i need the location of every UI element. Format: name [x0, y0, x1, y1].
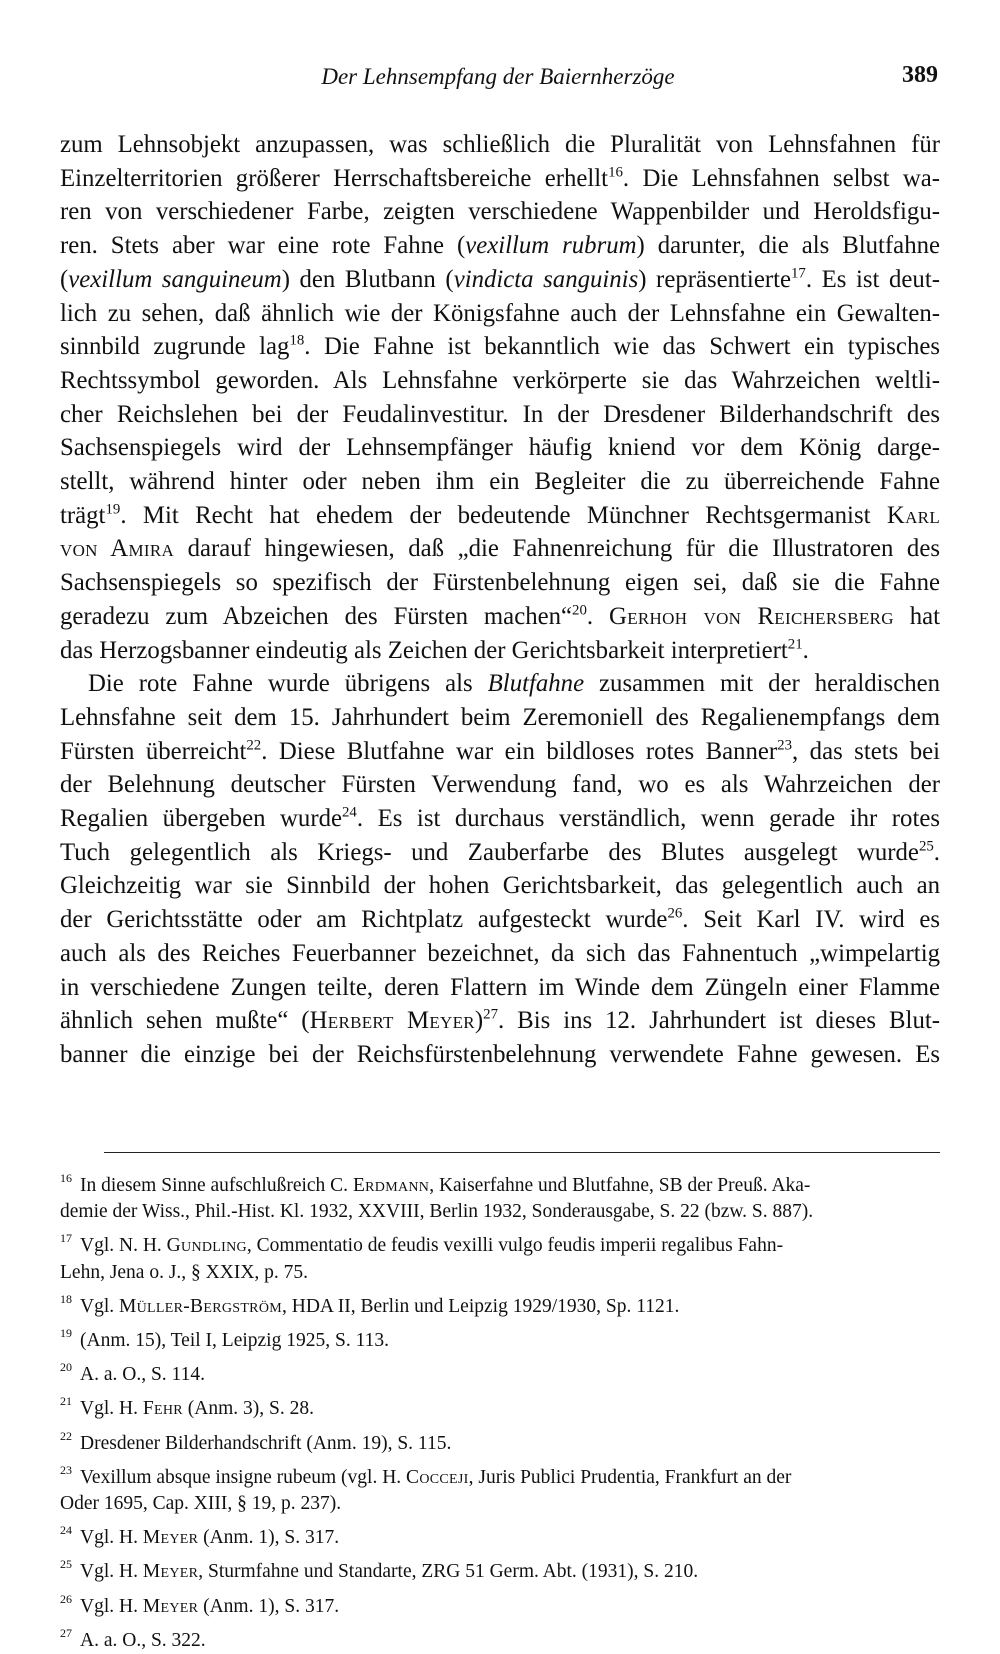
- footnote-ref: 22: [246, 737, 262, 754]
- footnote-continuation: demie der Wiss., Phil.-Hist. Kl. 1932, XXVIII, Berlin 1932, Sonderausgabe, S. 22 (bzw. S. 887).: [60, 1201, 814, 1223]
- text-line: auch als des Reiches Feuerbanner bezeichnet, da sich das Fahnentuch „wimpelartig: [60, 939, 940, 967]
- author-name: Gerhoh von Reichersberg: [609, 602, 894, 630]
- text-line: sinnbild zugrunde lag$^{18}$. Die Fahne ist bekanntlich wie das Schwert ein typisches: [60, 332, 940, 361]
- footnote: 19 (Anm. 15), Teil I, Leipzig 1925, S. 113.: [60, 1326, 389, 1352]
- author-name: Herbert Meyer: [309, 1007, 475, 1035]
- footnote: 27 A. a. O., S. 322.: [60, 1625, 206, 1651]
- page-header: [58, 58, 938, 98]
- text-line: in verschiedene Zungen teilte, deren Flattern im Winde dem Züngeln einer Flamme: [60, 973, 940, 1001]
- footnote-continuation: Lehn, Jena o. J., § XXIX, p. 75.: [60, 1261, 309, 1283]
- footnote-ref: 17: [790, 265, 806, 282]
- footnote: 26 Vgl. H. Meyer (Anm. 1), S. 317.: [60, 1591, 340, 1617]
- footnote: 16 In diesem Sinne aufschlußreich C. Erdmann, Kaiserfahne und Blutfahne, SB der Preuß. Aka-: [60, 1171, 811, 1196]
- text-line: ren. Stets aber war eine rote Fahne (vexillum rubrum) darunter, die als Blutfahne: [60, 232, 940, 260]
- text-line: Tuch gelegentlich als Kriegs- und Zauberfarbe des Blutes ausgelegt wurde$^{25}$.: [60, 838, 940, 866]
- footnote-ref: 27: [483, 1007, 499, 1024]
- footnote-ref: 18: [289, 332, 305, 349]
- text-line: von Amira darauf hingewiesen, daß „die Fahnenreichung für die Illustratoren des: [60, 535, 940, 563]
- text-line: stellt, während hinter oder neben ihm ein Begleiter die zu überreichende Fahne: [60, 468, 940, 496]
- text-line: Sachsenspiegels wird der Lehnsempfänger häufig kniend vor dem König darge-: [60, 434, 940, 462]
- text-line: geradezu zum Abzeichen des Fürsten machen“$^{20}$. Gerhoh von Reichersberg hat: [60, 602, 941, 630]
- footnote-ref: 19: [105, 501, 121, 518]
- text-line: trägt$^{19}$. Mit Recht hat ehedem der bedeutende Münchner Rechtsgermanist Karl: [60, 501, 940, 529]
- footnote-continuation: Oder 1695, Cap. XIII, § 19, p. 237).: [60, 1493, 342, 1515]
- text-line: (vexillum sanguineum) den Blutbann (vindicta sanguinis) repräsentierte$^{17}$. Es ist deut-: [60, 265, 940, 293]
- text-line: Rechtssymbol geworden. Als Lehnsfahne verkörperte sie das Wahrzeichen weltli-: [60, 366, 940, 394]
- footnote: 18 Vgl. Müller-Bergström, HDA II, Berlin und Leipzig 1929/1930, Sp. 1121.: [60, 1291, 680, 1317]
- footnote: 20 A. a. O., S. 114.: [60, 1360, 205, 1386]
- text-line: cher Reichslehen bei der Feudalinvestitur. In der Dresdener Bilderhandschrift des: [60, 400, 940, 428]
- footnote: 25 Vgl. H. Meyer, Sturmfahne und Standarte, ZRG 51 Germ. Abt. (1931), S. 210.: [60, 1557, 699, 1583]
- footnote: 24 Vgl. H. Meyer (Anm. 1), S. 317.: [60, 1523, 340, 1549]
- footnote-ref: 21: [787, 636, 803, 653]
- footnote-ref: 23: [777, 737, 793, 754]
- text-line: der Belehnung deutscher Fürsten Verwendung fand, wo es als Wahrzeichen der: [60, 771, 940, 799]
- footnote: 22 Dresdener Bilderhandschrift (Anm. 19), S. 115.: [60, 1428, 452, 1454]
- footnote-ref: 20: [572, 602, 587, 619]
- text-line: lich zu sehen, daß ähnlich wie der Königsfahne auch der Lehnsfahne ein Gewalten-: [60, 299, 940, 327]
- main-text: [60, 128, 940, 1072]
- page-number: 389: [902, 62, 938, 88]
- footnote-ref: 26: [667, 905, 683, 922]
- text-line: zum Lehnsobjekt anzupassen, was schließlich die Pluralität von Lehnsfahnen für: [60, 131, 940, 158]
- footnote: 17 Vgl. N. H. Gundling, Commentatio de feudis vexilli vulgo feudis imperii regalibus Fahn-: [60, 1231, 784, 1257]
- footnote-divider: [104, 1152, 940, 1153]
- running-title: Der Lehnsempfang der Baiernherzöge: [321, 64, 675, 89]
- text-line: Regalien übergeben wurde$^{24}$. Es ist durchaus verständlich, wenn gerade ihr rotes: [60, 804, 940, 833]
- text-line: ähnlich sehen mußte“ (Herbert Meyer)$^{27}$. Bis ins 12. Jahrhundert ist dieses Blut-: [60, 1007, 940, 1035]
- text-line: ren von verschiedener Farbe, zeigten verschiedene Wappenbilder und Heroldsfigu-: [60, 198, 940, 226]
- text-line: das Herzogsbanner eindeutig als Zeichen der Gerichtsbarkeit interpretiert$^{21}$.: [60, 636, 809, 664]
- footnote-ref: 24: [342, 804, 357, 821]
- text-line: Einzelterritorien größerer Herrschaftsbereiche erhellt$^{16}$. Die Lehnsfahnen selbst wa-: [60, 164, 940, 192]
- footnote: 23 Vexillum absque insigne rubeum (vgl. H. Cocceji, Juris Publici Prudentia, Frankfurt an der: [60, 1462, 792, 1488]
- text-line: Sachsenspiegels so spezifisch der Fürstenbelehnung eigen sei, daß sie die Fahne: [60, 569, 940, 597]
- text-line: banner die einzige bei der Reichsfürstenbelehnung verwendete Fahne gewesen. Es: [60, 1040, 940, 1068]
- text-line: Gleichzeitig war sie Sinnbild der hohen Gerichtsbarkeit, das gelegentlich auch an: [60, 872, 940, 900]
- footnote: 21 Vgl. H. Fehr (Anm. 3), S. 28.: [60, 1394, 314, 1420]
- text-line: Fürsten überreicht$^{22}$. Diese Blutfahne war ein bildloses rotes Banner$^{23}$, das stets bei: [60, 737, 940, 765]
- text-line: Lehnsfahne seit dem 15. Jahrhundert beim Zeremoniell des Regalienempfangs dem: [60, 703, 940, 731]
- footnotes: [60, 1165, 940, 1654]
- text-line: der Gerichtsstätte oder am Richtplatz aufgesteckt wurde$^{26}$. Seit Karl IV. wird es: [60, 905, 940, 934]
- footnote-ref: 16: [608, 164, 623, 181]
- footnote-ref: 25: [918, 838, 934, 855]
- author-name: Karl: [886, 501, 940, 529]
- author-name: von Amira: [60, 535, 175, 563]
- text-line: Die rote Fahne wurde übrigens als Blutfahne zusammen mit der heraldischen: [88, 670, 941, 698]
